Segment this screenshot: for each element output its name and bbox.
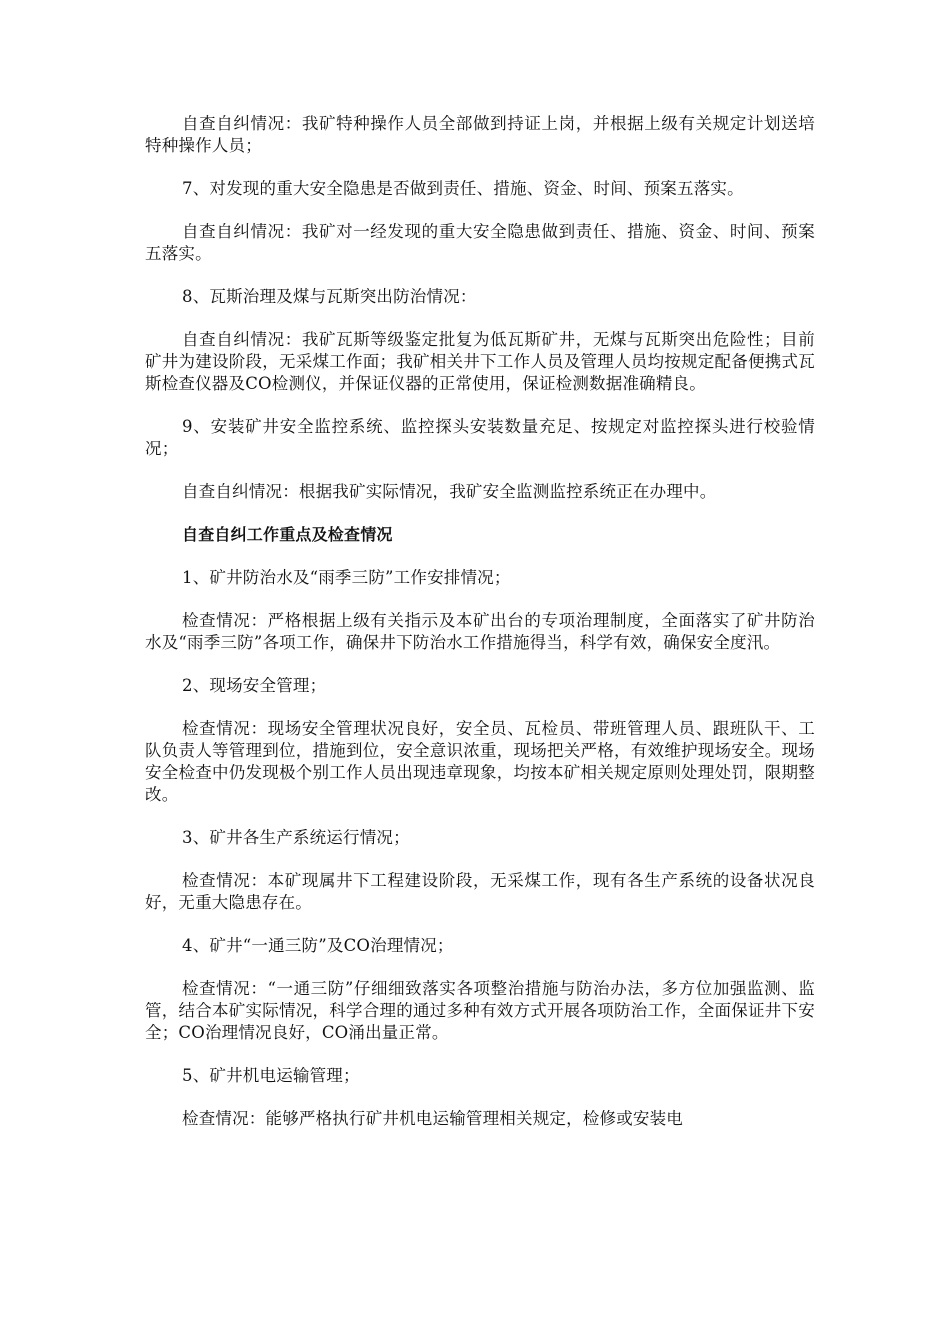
check-item-1-title: 1、矿井防治水及“雨季三防”工作安排情况； — [182, 568, 511, 587]
check-item-4-title: 4、矿井“一通三防”及CO治理情况； — [182, 936, 454, 955]
self-check-hazard-implementation: 自查自纠情况：我矿对一经发现的重大安全隐患做到责任、措施、资金、时间、预案五落实。 — [145, 222, 815, 263]
self-check-gas-control: 自查自纠情况：我矿瓦斯等级鉴定批复为低瓦斯矿井，无煤与瓦斯突出危险性；目前矿井为建设阶段，无采煤工作面；我矿相关井下工作人员及管理人员均按规定配备便携式瓦斯检查仪器及CO检测仪，并保证仪器的正常使用，保证检测数据准确精良。 — [145, 330, 815, 393]
item-8-title: 8、瓦斯治理及煤与瓦斯突出防治情况： — [182, 287, 477, 306]
check-item-1-result: 检查情况：严格根据上级有关指示及本矿出台的专项治理制度，全面落实了矿井防治水及“雨季三防”各项工作，确保井下防治水工作措施得当，科学有效，确保安全度汛。 — [145, 611, 815, 652]
section-heading: 自查自纠工作重点及检查情况 — [182, 525, 393, 544]
document-page — [145, 113, 815, 1151]
check-item-2-result: 检查情况：现场安全管理状况良好，安全员、瓦检员、带班管理人员、跟班队干、工队负责人等管理到位，措施到位，安全意识浓重，现场把关严格，有效维护现场安全。现场安全检查中仍发现极个别工作人员出现违章现象，均按本矿相关规定原则处理处罚，限期整改。 — [145, 719, 815, 804]
check-item-5-result: 检查情况：能够严格执行矿井机电运输管理相关规定，检修或安装电 — [182, 1109, 683, 1128]
check-item-5-title: 5、矿井机电运输管理； — [182, 1066, 360, 1085]
self-check-special-operators: 自查自纠情况：我矿特种操作人员全部做到持证上岗，并根据上级有关规定计划送培特种操作人员； — [145, 114, 815, 155]
item-9-title: 9、安装矿井安全监控系统、监控探头安装数量充足、按规定对监控探头进行校验情况； — [145, 417, 815, 458]
item-7-title: 7、对发现的重大安全隐患是否做到责任、措施、资金、时间、预案五落实。 — [182, 179, 744, 198]
check-item-3-result: 检查情况：本矿现属井下工程建设阶段，无采煤工作，现有各生产系统的设备状况良好，无重大隐患存在。 — [145, 871, 815, 912]
check-item-4-result: 检查情况：“一通三防”仔细细致落实各项整治措施与防治办法，多方位加强监测、监管，结合本矿实际情况，科学合理的通过多种有效方式开展各项防治工作，全面保证井下安全；CO治理情况良好，CO涌出量正常。 — [145, 979, 815, 1042]
check-item-3-title: 3、矿井各生产系统运行情况； — [182, 828, 410, 847]
self-check-monitoring-system: 自查自纠情况：根据我矿实际情况，我矿安全监测监控系统正在办理中。 — [182, 482, 717, 501]
check-item-2-title: 2、现场安全管理； — [182, 676, 327, 695]
